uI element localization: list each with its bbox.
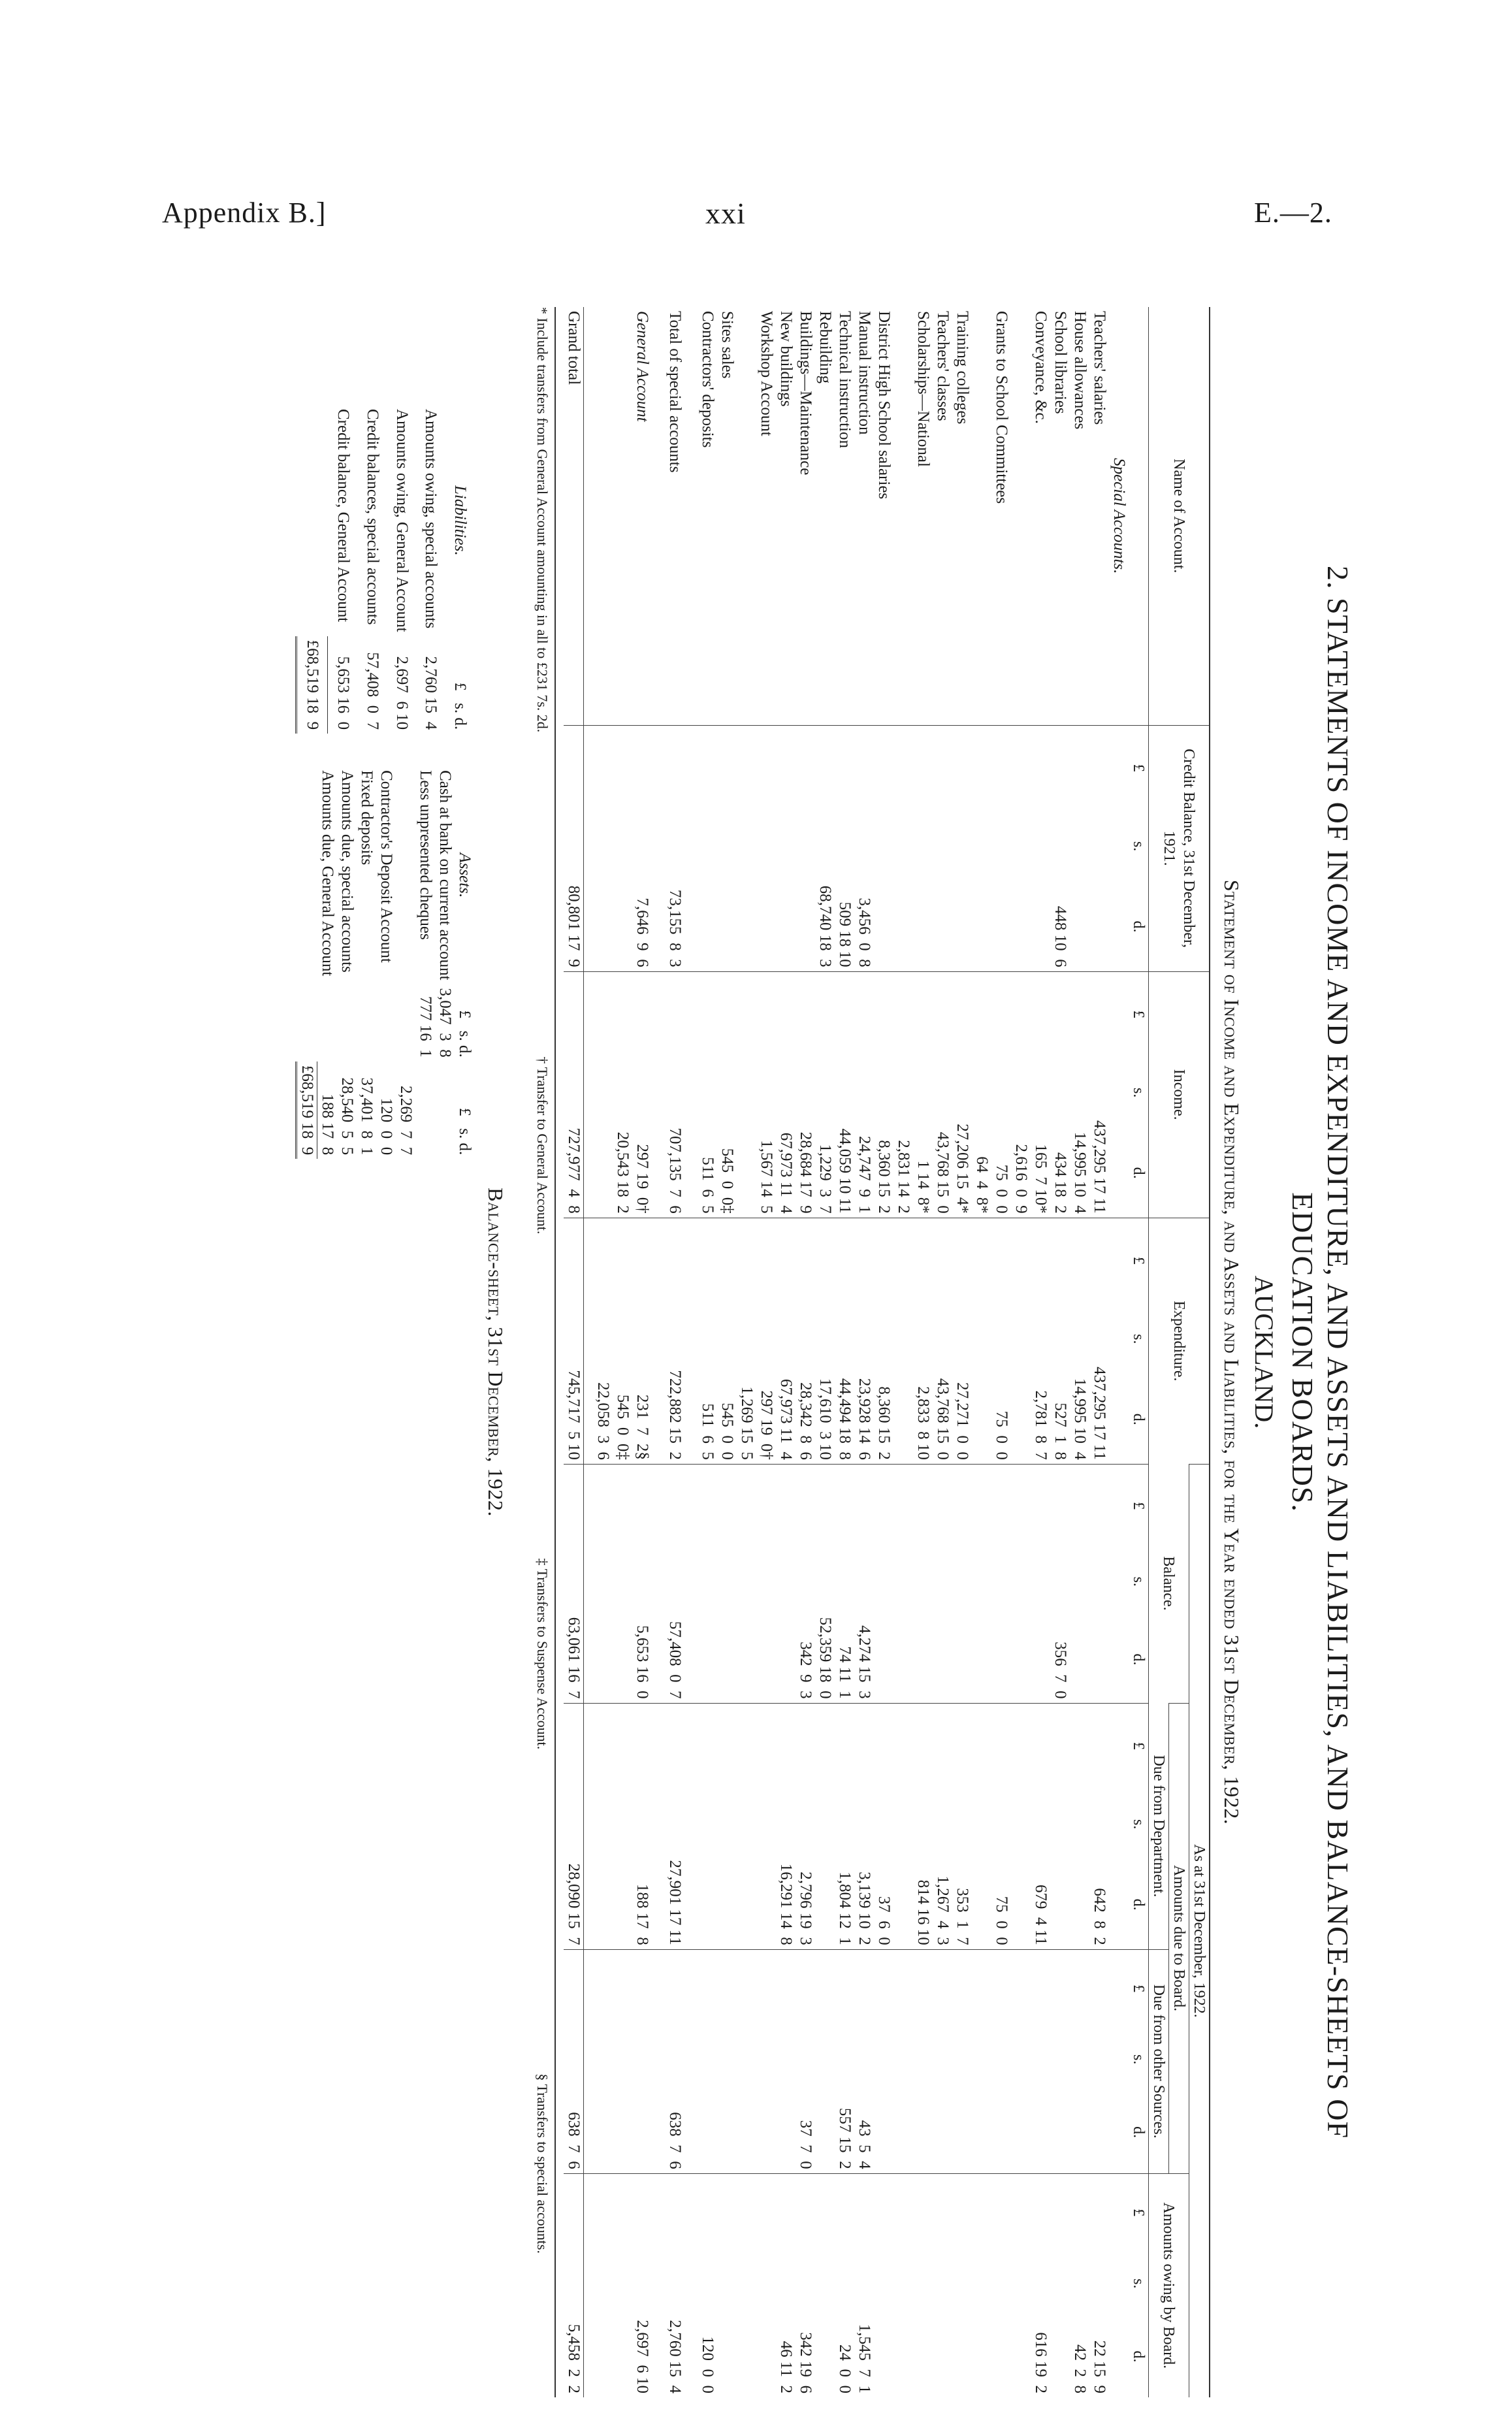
cell-balance — [698, 1464, 717, 1703]
cell-income: 707,135 7 6 — [665, 971, 688, 1218]
cell-name: Total of special accounts — [666, 311, 684, 473]
cell-name: Conveyance, &c. — [1032, 311, 1050, 424]
asset-value-1: 3,047 3 8 — [436, 988, 455, 1058]
unit-pounds: £ — [1130, 1010, 1147, 1018]
spacer-row — [584, 307, 593, 2397]
cell-income: 8,360 15 2 — [874, 971, 893, 1218]
cell-name: Contractors' deposits — [699, 311, 716, 448]
cell-dept: 1,804 12 1 — [835, 1703, 854, 1949]
col-expenditure: Expenditure. — [1149, 1218, 1210, 1464]
cell-other — [1050, 1949, 1070, 2173]
rotated-statement-page — [91, 307, 1355, 2397]
cell-other — [874, 1949, 893, 2173]
table-row — [1011, 307, 1050, 2397]
cell-owing — [972, 2173, 1011, 2397]
unit-s: s. — [456, 1030, 474, 1041]
cell-balance: 342 9 3 — [796, 1464, 815, 1703]
asset-label: Fixed deposits — [358, 770, 376, 866]
cell-credit — [972, 725, 1011, 971]
cell-income: 297 19 0† 20,543 18 2 — [593, 971, 656, 1218]
cell-dept — [737, 1703, 776, 1949]
cell-income: 1 14 8* 2,831 14 2 — [893, 971, 933, 1218]
col-balance: Balance. — [1149, 1464, 1189, 1703]
spacer-row — [688, 307, 698, 2397]
table-row — [933, 307, 952, 2397]
cell-credit: 68,740 18 3 — [815, 725, 835, 971]
liabilities-rows — [328, 405, 445, 734]
total-special-row — [665, 307, 688, 2397]
cell-income: 434 18 2 — [1050, 971, 1070, 1218]
unit-shillings: s. — [1130, 1576, 1147, 1587]
col-credit: Credit Balance, 31st December, 1921. — [1149, 725, 1210, 971]
cell-other: 638 7 6 — [564, 1949, 585, 2173]
asset-value-1 — [357, 984, 377, 1061]
cell-expenditure: 745,717 5 10 — [564, 1218, 585, 1464]
table-row — [796, 307, 815, 2397]
cell-expenditure: 231 7 2§ 545 0 0‡ 22,058 3 6 — [593, 1218, 656, 1464]
cell-balance: 57,408 0 7 — [665, 1464, 688, 1703]
cell-name: Buildings—Maintenance — [797, 311, 814, 476]
cell-expenditure: 67,973 11 4 — [776, 1218, 796, 1464]
main-title-cont: EDUCATION BOARDS. — [1286, 1192, 1319, 1512]
asset-value-1 — [377, 984, 396, 1061]
unit-pence: d. — [1130, 2350, 1147, 2363]
cell-balance: 356 7 0 — [1050, 1464, 1070, 1703]
cell-balance — [1070, 1464, 1089, 1703]
table-row — [737, 307, 776, 2397]
cell-income: 28,684 17 9 — [796, 971, 815, 1218]
unit-pounds: £ — [1130, 2209, 1147, 2217]
unit-lsd: £ — [451, 682, 470, 691]
cell-expenditure: 2,833 8 10 — [893, 1218, 933, 1464]
col-income: Income. — [1149, 971, 1210, 1218]
cell-owing: 1,545 7 1 — [854, 2173, 874, 2397]
asset-value-1: 777 16 1 — [417, 996, 435, 1058]
asset-label: Less unpresented cheques — [417, 770, 435, 940]
cell-name: Teachers' classes — [934, 311, 952, 421]
unit-shillings: s. — [1130, 1819, 1147, 1830]
cell-name: Grand total — [564, 307, 585, 725]
cell-owing — [874, 2173, 893, 2397]
cell-owing — [815, 2173, 835, 2397]
assets-rows — [317, 766, 455, 1159]
cell-other — [952, 1949, 972, 2173]
statement-title: Statement of Income and Expenditure, and Assets and Liabilities, for the Year ended 31st December, 1922. — [1220, 879, 1244, 1825]
cell-credit: 80,801 17 9 — [564, 725, 585, 971]
cell-expenditure: 14,995 10 4 — [1070, 1218, 1089, 1464]
col-owing: Amounts owing by Board. — [1149, 2173, 1189, 2397]
cell-dept: 679 4 11 — [1011, 1703, 1050, 1949]
unit-pounds: £ — [1130, 1502, 1147, 1510]
cell-income: 43,768 15 0 — [933, 971, 952, 1218]
cell-balance — [717, 1464, 737, 1703]
page-number: xxi — [705, 197, 746, 230]
table-row — [835, 307, 854, 2397]
cell-other — [737, 1949, 776, 2173]
cell-expenditure: 527 1 8 — [1050, 1218, 1070, 1464]
cell-income: 165 7 10* 2,616 0 9 — [1011, 971, 1050, 1218]
cell-income: 545 0 0‡ — [717, 971, 737, 1218]
balance-sheet-title: Balance-sheet, 31st December, 1922. — [484, 1188, 508, 1517]
general-account-row — [593, 307, 656, 2397]
cell-other — [815, 1949, 835, 2173]
unit-pence: d. — [1130, 920, 1147, 933]
asset-row — [377, 766, 396, 1159]
cell-other — [1070, 1949, 1089, 2173]
cell-expenditure: 437,295 17 11 — [1089, 1218, 1109, 1464]
cell-credit — [737, 725, 776, 971]
asset-value-2: 37,401 8 1 — [358, 1077, 376, 1156]
cell-name: School libraries — [1052, 311, 1069, 414]
asset-label: Contractor's Deposit Account — [378, 770, 396, 963]
balance-sheet — [296, 405, 475, 2397]
cell-other: 37 7 0 — [796, 1949, 815, 2173]
cell-owing — [893, 2173, 933, 2397]
cell-owing: 2,760 15 4 — [665, 2173, 688, 2397]
cell-expenditure: 2,781 8 7 — [1011, 1218, 1050, 1464]
unit-shillings: s. — [1130, 841, 1147, 852]
liabilities-heading: Liabilities. — [451, 485, 470, 556]
cell-expenditure: 44,494 18 8 — [835, 1218, 854, 1464]
cell-expenditure: 545 0 0 — [717, 1218, 737, 1464]
cell-income: 1,229 3 7 — [815, 971, 835, 1218]
cell-credit — [1089, 725, 1109, 971]
cell-name: Technical instruction — [836, 311, 854, 448]
table-row — [972, 307, 1011, 2397]
liability-row — [416, 405, 445, 734]
unit-pence: d. — [1130, 1898, 1147, 1911]
cell-dept: 28,090 15 7 — [564, 1703, 585, 1949]
asset-row — [338, 766, 357, 1159]
unit-shillings: s. — [1130, 1088, 1147, 1098]
cell-balance: 5,653 16 0 — [593, 1464, 656, 1703]
liability-row — [357, 405, 387, 734]
cell-income: 437,295 17 11 — [1089, 971, 1109, 1218]
asset-label: Cash at bank on current account — [436, 770, 455, 980]
page-header-code: E.—2. — [1254, 197, 1332, 229]
unit-pence: d. — [1130, 2126, 1147, 2139]
liability-row — [328, 405, 358, 734]
footnote-dagger: † Transfer to General Account. — [534, 1056, 551, 1235]
cell-other — [1011, 1949, 1050, 2173]
cell-other: 43 5 4 — [854, 1949, 874, 2173]
col-amounts-due: Amounts due to Board. — [1169, 1703, 1189, 2173]
cell-other — [593, 1949, 656, 2173]
asset-row — [317, 766, 338, 1159]
asset-label — [396, 766, 416, 984]
cell-owing: 120 0 0 — [698, 2173, 717, 2397]
col-name: Name of Account. — [1149, 307, 1210, 725]
cell-credit — [1011, 725, 1050, 971]
liabilities-table — [296, 405, 475, 734]
cell-dept — [815, 1703, 835, 1949]
cell-credit — [1070, 725, 1089, 971]
grand-total-row — [564, 307, 585, 2397]
asset-value-2 — [416, 1061, 436, 1159]
asset-value-2 — [436, 1061, 455, 1159]
cell-credit — [717, 725, 737, 971]
unit-pounds: £ — [1130, 764, 1147, 772]
cell-balance — [1089, 1464, 1109, 1703]
cell-dept: 2,796 19 3 — [796, 1703, 815, 1949]
unit-pounds: £ — [1130, 1742, 1147, 1750]
cell-dept — [698, 1703, 717, 1949]
cell-name: Training colleges — [954, 311, 971, 425]
cell-expenditure: 511 6 5 — [698, 1218, 717, 1464]
cell-owing: 5,458 2 2 — [564, 2173, 585, 2397]
liability-label: Amounts owing, General Account — [393, 409, 411, 632]
cell-income: 727,977 4 8 — [564, 971, 585, 1218]
cell-balance — [1011, 1464, 1050, 1703]
cell-dept: 16,291 14 8 — [776, 1703, 796, 1949]
cell-balance — [952, 1464, 972, 1703]
cell-name: Manual instruction — [856, 311, 873, 435]
cell-income: 44,059 10 11 — [835, 971, 854, 1218]
cell-name: Scholarships—National — [914, 311, 932, 467]
cell-owing: 46 11 2 — [776, 2173, 796, 2397]
table-row — [1070, 307, 1089, 2397]
asset-row — [416, 766, 436, 1159]
table-row — [893, 307, 933, 2397]
unit-shillings: s. — [1130, 2054, 1147, 2065]
cell-other — [972, 1949, 1011, 2173]
liability-value: 57,408 0 7 — [363, 652, 381, 730]
cell-other — [717, 1949, 737, 2173]
cell-expenditure: 297 19 0† 1,269 15 5 — [737, 1218, 776, 1464]
cell-name: Grants to School Committees — [993, 311, 1010, 504]
cell-owing — [717, 2173, 737, 2397]
footnotes — [534, 307, 556, 2397]
assets-total: £68,519 18 9 — [297, 1061, 317, 1159]
table-row — [854, 307, 874, 2397]
cell-other — [1089, 1949, 1109, 2173]
cell-other — [893, 1949, 933, 2173]
cell-name: District High School salaries — [875, 311, 893, 500]
cell-credit — [698, 725, 717, 971]
col-due-dept: Due from Department. — [1149, 1703, 1169, 1949]
cell-income: 67,973 11 4 — [776, 971, 796, 1218]
cell-balance: 52,359 18 0 — [815, 1464, 835, 1703]
cell-balance: 4,274 15 3 — [854, 1464, 874, 1703]
table-row — [776, 307, 796, 2397]
unit-shillings: s. — [1130, 1334, 1147, 1344]
cell-balance — [933, 1464, 952, 1703]
unit-pence: d. — [1130, 1413, 1147, 1425]
assets-table — [296, 766, 475, 1159]
cell-other — [933, 1949, 952, 2173]
cell-other: 638 7 6 — [665, 1949, 688, 2173]
assets-heading: Assets. — [456, 852, 474, 898]
cell-name: New buildings — [777, 311, 795, 407]
footnote-double-dagger: ‡ Transfers to Suspense Account. — [534, 1558, 551, 1750]
cell-income: 511 6 5 — [698, 971, 717, 1218]
table-row — [952, 307, 972, 2397]
cell-expenditure: 43,768 15 0 — [933, 1218, 952, 1464]
unit-l: £ — [456, 1010, 474, 1019]
cell-name: House allowances — [1071, 311, 1089, 430]
cell-income: 27,206 15 4* — [952, 971, 972, 1218]
unit-s: s. — [451, 703, 470, 714]
table-row — [874, 307, 893, 2397]
cell-balance — [874, 1464, 893, 1703]
spacer-row — [656, 307, 665, 2397]
cell-owing: 2,697 6 10 — [593, 2173, 656, 2397]
cell-dept: 1,267 4 3 — [933, 1703, 952, 1949]
cell-dept: 188 17 8 — [593, 1703, 656, 1949]
asset-value-2: 2,269 7 7 — [397, 1086, 415, 1156]
cell-credit — [796, 725, 815, 971]
region-heading: AUCKLAND. — [1249, 1275, 1279, 1429]
liabilities-total: £68,519 18 9 — [297, 636, 328, 734]
cell-name: Workshop Account — [758, 311, 775, 436]
unit-pence: d. — [1130, 1653, 1147, 1666]
unit-d: d. — [456, 1142, 474, 1156]
cell-owing: 22 15 9 — [1089, 2173, 1109, 2397]
table-row — [1089, 307, 1109, 2397]
cell-owing — [1050, 2173, 1070, 2397]
asset-value-1 — [338, 984, 357, 1061]
unit-l: £ — [456, 1108, 474, 1116]
cell-balance: 63,061 16 7 — [564, 1464, 585, 1703]
unit-shillings: s. — [1130, 2278, 1147, 2289]
cell-balance: 74 11 1 — [835, 1464, 854, 1703]
cell-income: 14,995 10 4 — [1070, 971, 1089, 1218]
cell-expenditure: 27,271 0 0 — [952, 1218, 972, 1464]
cell-balance — [776, 1464, 796, 1703]
table-row — [1050, 307, 1070, 2397]
cell-dept: 3,139 10 2 — [854, 1703, 874, 1949]
cell-other — [776, 1949, 796, 2173]
liability-label: Credit balance, General Account — [334, 409, 352, 623]
cell-owing: 616 19 2 — [1011, 2173, 1050, 2397]
unit-s: s. — [456, 1128, 474, 1139]
cell-dept: 27,901 17 11 — [665, 1703, 688, 1949]
cell-dept: 642 8 2 — [1089, 1703, 1109, 1949]
cell-name: Rebuilding — [816, 311, 834, 384]
unit-pounds: £ — [1130, 1256, 1147, 1265]
cell-owing — [933, 2173, 952, 2397]
unit-pence: d. — [1130, 1167, 1147, 1179]
cell-credit: 7,646 9 6 — [593, 725, 656, 971]
table-row — [717, 307, 737, 2397]
asset-label: Amounts due, General Account — [319, 770, 337, 977]
income-expenditure-table — [564, 307, 1211, 2397]
asset-value-2: 188 17 8 — [319, 1094, 337, 1156]
cell-expenditure: 8,360 15 2 — [874, 1218, 893, 1464]
cell-dept — [717, 1703, 737, 1949]
cell-credit — [933, 725, 952, 971]
cell-credit: 73,155 8 3 — [665, 725, 688, 971]
cell-expenditure: 722,882 15 2 — [665, 1218, 688, 1464]
cell-credit: 448 10 6 — [1050, 725, 1070, 971]
cell-dept: 37 6 0 — [874, 1703, 893, 1949]
cell-credit: 509 18 10 — [835, 725, 854, 971]
asset-value-2: 120 0 0 — [378, 1097, 396, 1156]
liability-value: 5,653 16 0 — [334, 656, 352, 730]
cell-expenditure: 75 0 0 — [972, 1218, 1011, 1464]
cell-balance — [972, 1464, 1011, 1703]
special-accounts-heading: Special Accounts. — [1110, 458, 1128, 574]
cell-credit — [952, 725, 972, 971]
cell-credit — [893, 725, 933, 971]
cell-credit — [874, 725, 893, 971]
asset-row — [357, 766, 377, 1159]
cell-name: General Account — [634, 311, 651, 422]
asset-label: Amounts due, special accounts — [338, 770, 357, 973]
liability-label: Amounts owing, special accounts — [422, 409, 440, 629]
asset-value-1 — [317, 984, 338, 1061]
cell-income: 1,567 14 5 — [737, 971, 776, 1218]
cell-owing: 42 2 8 — [1070, 2173, 1089, 2397]
cell-expenditure: 17,610 3 10 — [815, 1218, 835, 1464]
asset-value-1 — [396, 984, 416, 1061]
cell-name: Teachers' salaries — [1091, 311, 1108, 425]
cell-dept — [1050, 1703, 1070, 1949]
cell-expenditure: 23,928 14 6 — [854, 1218, 874, 1464]
cell-other — [698, 1949, 717, 2173]
cell-balance — [893, 1464, 933, 1703]
footnote-section: § Transfers to special accounts. — [534, 2073, 551, 2254]
cell-income: 24,747 9 1 — [854, 971, 874, 1218]
liability-row — [387, 405, 416, 734]
cell-owing — [737, 2173, 776, 2397]
col-as-at: As at 31st December, 1922. — [1189, 1464, 1210, 2397]
cell-income: 75 0 0 64 4 8* — [972, 971, 1011, 1218]
table-row — [698, 307, 717, 2397]
cell-owing: 24 0 0 — [835, 2173, 854, 2397]
liability-value: 2,697 6 10 — [393, 656, 411, 730]
cell-owing: 342 19 6 — [796, 2173, 815, 2397]
main-title: 2. STATEMENTS OF INCOME AND EXPENDITURE, AND ASSETS AND LIABILITIES, AND BALANCE-SHEETS OF — [1321, 565, 1355, 2139]
col-due-other: Due from other Sources. — [1149, 1949, 1169, 2173]
table-body — [564, 307, 1149, 2397]
cell-credit — [776, 725, 796, 971]
table-row — [815, 307, 835, 2397]
unit-d: d. — [451, 717, 470, 730]
cell-balance — [737, 1464, 776, 1703]
asset-row — [396, 766, 416, 1159]
cell-dept: 814 16 10 — [893, 1703, 933, 1949]
unit-d: d. — [456, 1045, 474, 1058]
cell-other: 557 15 2 — [835, 1949, 854, 2173]
cell-dept: 75 0 0 — [972, 1703, 1011, 1949]
page-header-appendix: Appendix B.] — [162, 197, 327, 229]
cell-dept — [1070, 1703, 1089, 1949]
cell-credit: 3,456 0 8 — [854, 725, 874, 971]
cell-expenditure: 28,342 8 6 — [796, 1218, 815, 1464]
liability-label: Credit balances, special accounts — [363, 409, 381, 625]
liability-value: 2,760 15 4 — [422, 656, 440, 730]
asset-row — [436, 766, 455, 1159]
cell-name: Sites sales — [718, 311, 736, 379]
footnote-star: * Include transfers from General Account amounting in all to £231 7s. 2d. — [534, 307, 551, 733]
cell-dept: 353 1 7 — [952, 1703, 972, 1949]
asset-value-2: 28,540 5 5 — [338, 1077, 357, 1156]
unit-pounds: £ — [1130, 1984, 1147, 1993]
cell-owing — [952, 2173, 972, 2397]
